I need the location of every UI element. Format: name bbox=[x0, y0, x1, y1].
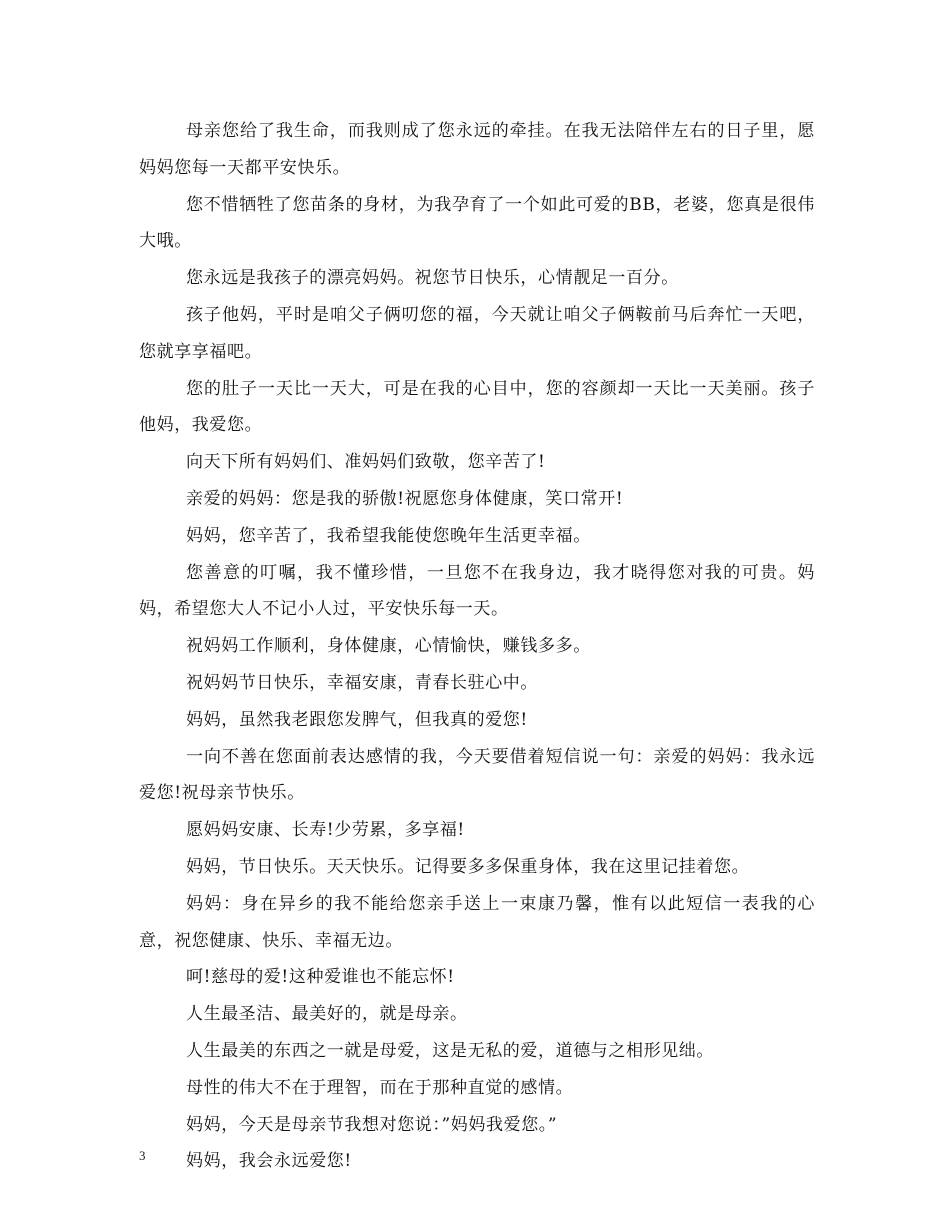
paragraph: 愿妈妈安康、长寿!少劳累，多享福! bbox=[186, 820, 465, 841]
paragraph: 孩子他妈，平时是咱父子俩叨您的福，今天就让咱父子俩鞍前马后奔忙一天吧，您就享享福吧。 bbox=[139, 304, 815, 362]
paragraph: 妈妈，我会永远爱您! bbox=[186, 1151, 352, 1172]
paragraph: 您善意的叮嘱，我不懂珍惜，一旦您不在我身边，我才晓得您对我的可贵。妈妈，希望您大人不记小人过，平安快乐每一天。 bbox=[139, 562, 815, 620]
document-body bbox=[139, 113, 815, 1180]
paragraph: 人生最圣洁、最美好的，就是母亲。 bbox=[186, 1004, 468, 1025]
paragraph: 亲爱的妈妈：您是我的骄傲!祝愿您身体健康，笑口常开! bbox=[186, 488, 624, 509]
paragraph: 妈妈，节日快乐。天天快乐。记得要多多保重身体，我在这里记挂着您。 bbox=[186, 856, 750, 877]
page-number: 3 bbox=[139, 1148, 146, 1163]
paragraph: 人生最美的东西之一就是母爱，这是无私的爱，道德与之相形见绌。 bbox=[186, 1040, 714, 1061]
paragraph: 母亲您给了我生命，而我则成了您永远的牵挂。在我无法陪伴左右的日子里，愿妈妈您每一天都平安快乐。 bbox=[139, 121, 815, 178]
paragraph: 祝妈妈节日快乐，幸福安康，青春长驻心中。 bbox=[186, 672, 538, 693]
paragraph: 您永远是我孩子的漂亮妈妈。祝您节日快乐，心情靓足一百分。 bbox=[186, 268, 679, 289]
paragraph: 妈妈，虽然我老跟您发脾气，但我真的爱您! bbox=[186, 709, 528, 730]
paragraph: 您的肚子一天比一天大，可是在我的心目中，您的容颜却一天比一天美丽。孩子他妈，我爱您。 bbox=[139, 378, 815, 436]
paragraph: 您不惜牺牲了您苗条的身材，为我孕育了一个如此可爱的BB，老婆，您真是很伟大哦。 bbox=[139, 194, 815, 252]
paragraph: 妈妈，您辛苦了，我希望我能使您晚年生活更幸福。 bbox=[186, 525, 591, 546]
paragraph: 妈妈：身在异乡的我不能给您亲手送上一束康乃馨，惟有以此短信一表我的心意，祝您健康、快乐、幸福无边。 bbox=[139, 893, 815, 951]
paragraph: 祝妈妈工作顺利，身体健康，心情愉快，赚钱多多。 bbox=[186, 636, 591, 657]
paragraph: 一向不善在您面前表达感情的我，今天要借着短信说一句：亲爱的妈妈：我永远爱您!祝母亲节快乐。 bbox=[139, 746, 815, 804]
paragraph: 向天下所有妈妈们、准妈妈们致敬，您辛苦了! bbox=[186, 452, 546, 473]
paragraph: 妈妈，今天是母亲节我想对您说：”妈妈我爱您。” bbox=[186, 1114, 558, 1135]
paragraph: 母性的伟大不在于理智，而在于那种直觉的感情。 bbox=[186, 1077, 574, 1098]
paragraph: 呵!慈母的爱!这种爱谁也不能忘怀! bbox=[186, 967, 455, 988]
